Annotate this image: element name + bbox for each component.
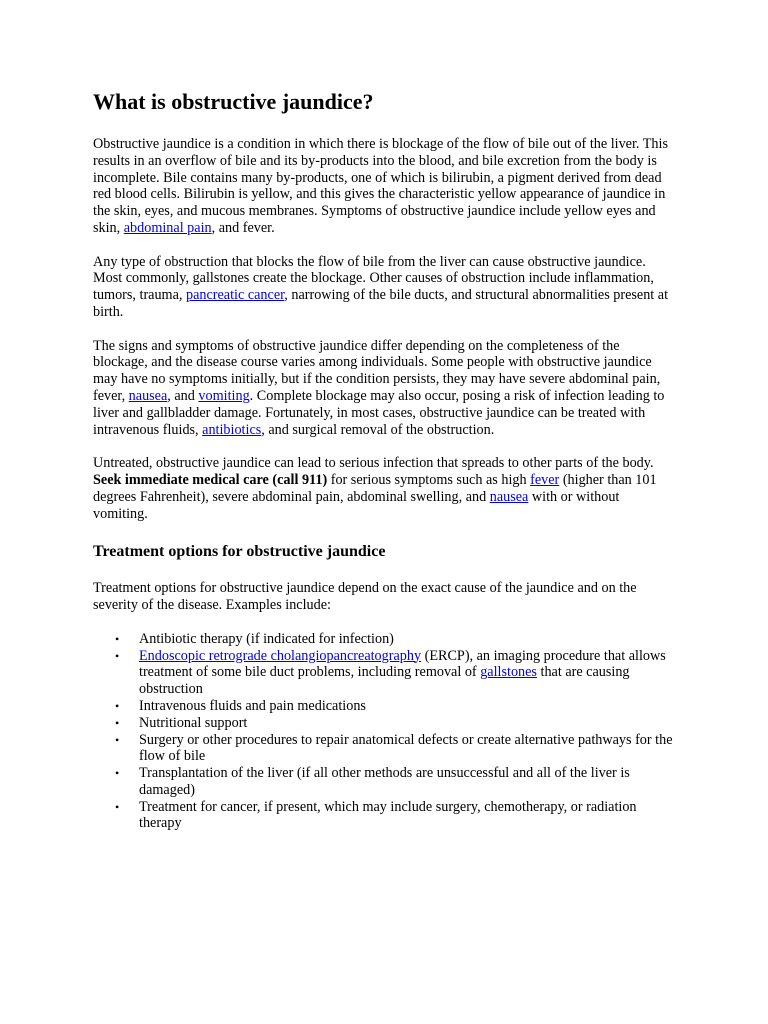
nausea-link-2[interactable]: nausea [489,488,529,505]
list-item [93,698,674,715]
paragraph-text: (higher than 101 degrees Fahrenheit), severe abdominal pain, abdominal swelling, and [93,471,657,505]
list-item-text: (ERCP), an imaging procedure that allows treatment of some bile duct problems, including removal of [139,647,666,681]
paragraph-text: , and fever. [211,219,275,236]
bullet-icon: • [115,698,120,713]
paragraph-text: for serious symptoms such as high [327,471,531,488]
emergency-callout: Seek immediate medical care (call 911) [93,471,328,488]
section-heading-treatment: Treatment options for obstructive jaundice [93,543,386,561]
paragraph-symptoms [93,338,674,439]
bullet-icon: • [115,799,120,814]
paragraph-definition [93,136,674,237]
paragraph-text: The signs and symptoms of obstructive jaundice differ depending on the completeness of the blockage, and the disease course varies among individuals. Some people with obstructive jaundice may have no symptoms initially, but if the condition persists, they may have severe abdominal pain, fever, [93,337,661,404]
ercp-link[interactable]: Endoscopic retrograde cholangiopancreatography [139,647,422,664]
bullet-icon: • [115,631,120,646]
bullet-icon: • [115,766,120,781]
paragraph-text: Untreated, obstructive jaundice can lead to serious infection that spreads to other parts of the body. [93,455,654,472]
page-title: What is obstructive jaundice? [93,89,374,114]
paragraph-text: Any type of obstruction that blocks the flow of bile from the liver can cause obstructive jaundice. Most commonly, gallstones create the blockage. Other causes of obstruction include inflammation, tumors, trauma, [93,253,654,304]
fever-link[interactable]: fever [530,471,560,488]
list-item [93,631,674,648]
antibiotics-link[interactable]: antibiotics [202,421,262,438]
bullet-icon: • [115,715,120,730]
abdominal-pain-link[interactable]: abdominal pain [123,219,212,236]
paragraph-text: , and surgical removal of the obstruction. [261,421,495,438]
paragraph-causes [93,254,674,321]
paragraph-text: Obstructive jaundice is a condition in which there is blockage of the flow of bile out of the liver. This results in an overflow of bile and its by-products into the blood, and bile excretion from the body is incomplete. Bile contains many by-products, one of which is bilirubin, a pigment derived from dead red blood cells. Bilirubin is yellow, and this gives the characteristic yellow appearance of jaundice in the skin, eyes, and mucous membranes. Symptoms of obstructive jaundice include yellow eyes and skin, [93,136,668,236]
nausea-link[interactable]: nausea [128,387,168,404]
list-item-text: Transplantation of the liver (if all other methods are unsuccessful and all of the liver is damaged) [139,765,630,798]
list-item [93,648,674,698]
gallstones-link[interactable]: gallstones [480,664,537,681]
list-item [93,765,674,799]
treatment-list [93,631,674,833]
paragraph-warning [93,455,674,522]
paragraph-text: . Complete blockage may also occur, posing a risk of infection leading to liver and gallbladder damage. Fortunately, in most cases, obstructive jaundice can be treated with intravenous fluids, [93,387,665,438]
list-item-text: Treatment for cancer, if present, which may include surgery, chemotherapy, or radiation therapy [139,798,637,832]
list-item-text: that are causing obstruction [139,664,630,698]
vomiting-link[interactable]: vomiting [198,387,250,404]
list-item-text: Antibiotic therapy (if indicated for infection) [139,630,394,647]
paragraph-treatment-intro: Treatment options for obstructive jaundice depend on the exact cause of the jaundice and on the severity of the disease. Examples include: [93,580,637,614]
paragraph-text: with or without vomiting. [93,488,620,522]
paragraph-text: , narrowing of the bile ducts, and structural abnormalities present at birth. [93,287,669,320]
bullet-icon: • [115,732,120,747]
list-item-text: Intravenous fluids and pain medications [139,697,366,714]
list-item [93,799,674,833]
pancreatic-cancer-link[interactable]: pancreatic cancer [186,287,285,304]
paragraph-text: , and [167,387,199,404]
bullet-icon: • [115,648,120,663]
list-item [93,732,674,766]
list-item-text: Nutritional support [139,714,248,731]
list-item-text: Surgery or other procedures to repair anatomical defects or create alternative pathways for the flow of bile [139,731,673,765]
list-item [93,715,674,732]
